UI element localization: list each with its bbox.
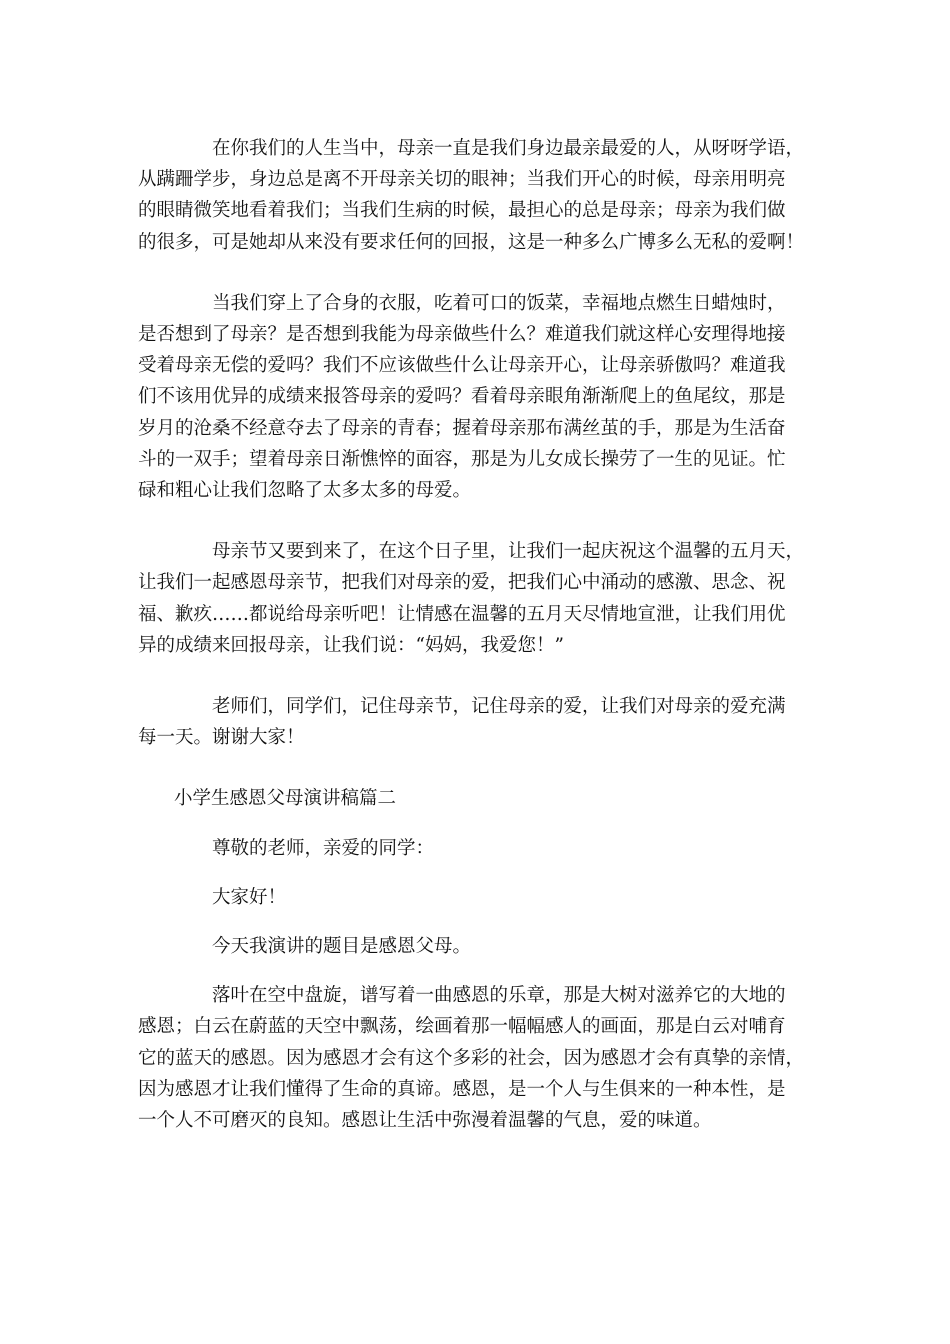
topic-line: 今天我演讲的题目是感恩父母。 <box>212 936 472 958</box>
section-title: 小学生感恩父母演讲稿篇二 <box>174 788 397 810</box>
hello-line: 大家好！ <box>212 886 287 908</box>
paragraph-1: 在你我们的人生当中，母亲一直是我们身边最亲最爱的人，从呀呀学语， 从蹒跚学步，身边总是离不开母亲关切的眼神；当我们开心的时候，母亲用明亮 的眼睛微笑地看着我们；当我们生病的时候，最担心的总是母亲；母亲为我们做 的很多，可是她却从来没有要求任何的回报，这是一种多么广博多么无私的爱啊！ <box>138 138 805 253</box>
paragraph-3: 母亲节又要到来了，在这个日子里，让我们一起庆祝这个温馨的五月天， 让我们一起感恩母亲节，把我们对母亲的爱，把我们心中涌动的感激、思念、祝 福、歉疚……都说给母亲听吧！让情感在温馨的五月天尽情地宣泄，让我们用优 异的成绩来回报母亲，让我们说：“妈妈，我爱您！” <box>138 541 805 656</box>
paragraph-2: 当我们穿上了合身的衣服，吃着可口的饭菜，幸福地点燃生日蜡烛时， 是否想到了母亲？是否想到我能为母亲做些什么？难道我们就这样心安理得地接 受着母亲无偿的爱吗？我们不应该做些什么让母亲开心，让母亲骄傲吗？难道我 们不该用优异的成绩来报答母亲的爱吗？看着母亲眼角渐渐爬上的鱼尾纹，那是 岁月的沧桑不经意夺去了母亲的青春；握着母亲那布满丝茧的手，那是为生活奋 斗的一双手；望着母亲日渐憔悴的面容，那是为儿女成长操劳了一生的见证。忙 碌和粗心让我们忽略了太多太多的母爱。 <box>138 292 786 502</box>
greeting-line: 尊敬的老师，亲爱的同学： <box>212 837 435 859</box>
closing-paragraph: 落叶在空中盘旋，谱写着一曲感恩的乐章，那是大树对滋养它的大地的 感恩；白云在蔚蓝的天空中飘荡，绘画着那一幅幅感人的画面，那是白云对哺育 它的蓝天的感恩。因为感恩才会有这个多彩的社会，因为感恩才会有真挚的亲情， 因为感恩才让我们懂得了生命的真谛。感恩，是一个人与生俱来的一种本性，是 一个人不可磨灭的良知。感恩让生活中弥漫着温馨的气息，爱的味道。 <box>138 985 805 1132</box>
paragraph-4: 老师们，同学们，记住母亲节，记住母亲的爱，让我们对母亲的爱充满 每一天。谢谢大家！ <box>138 696 786 749</box>
document-page <box>138 133 822 1166</box>
